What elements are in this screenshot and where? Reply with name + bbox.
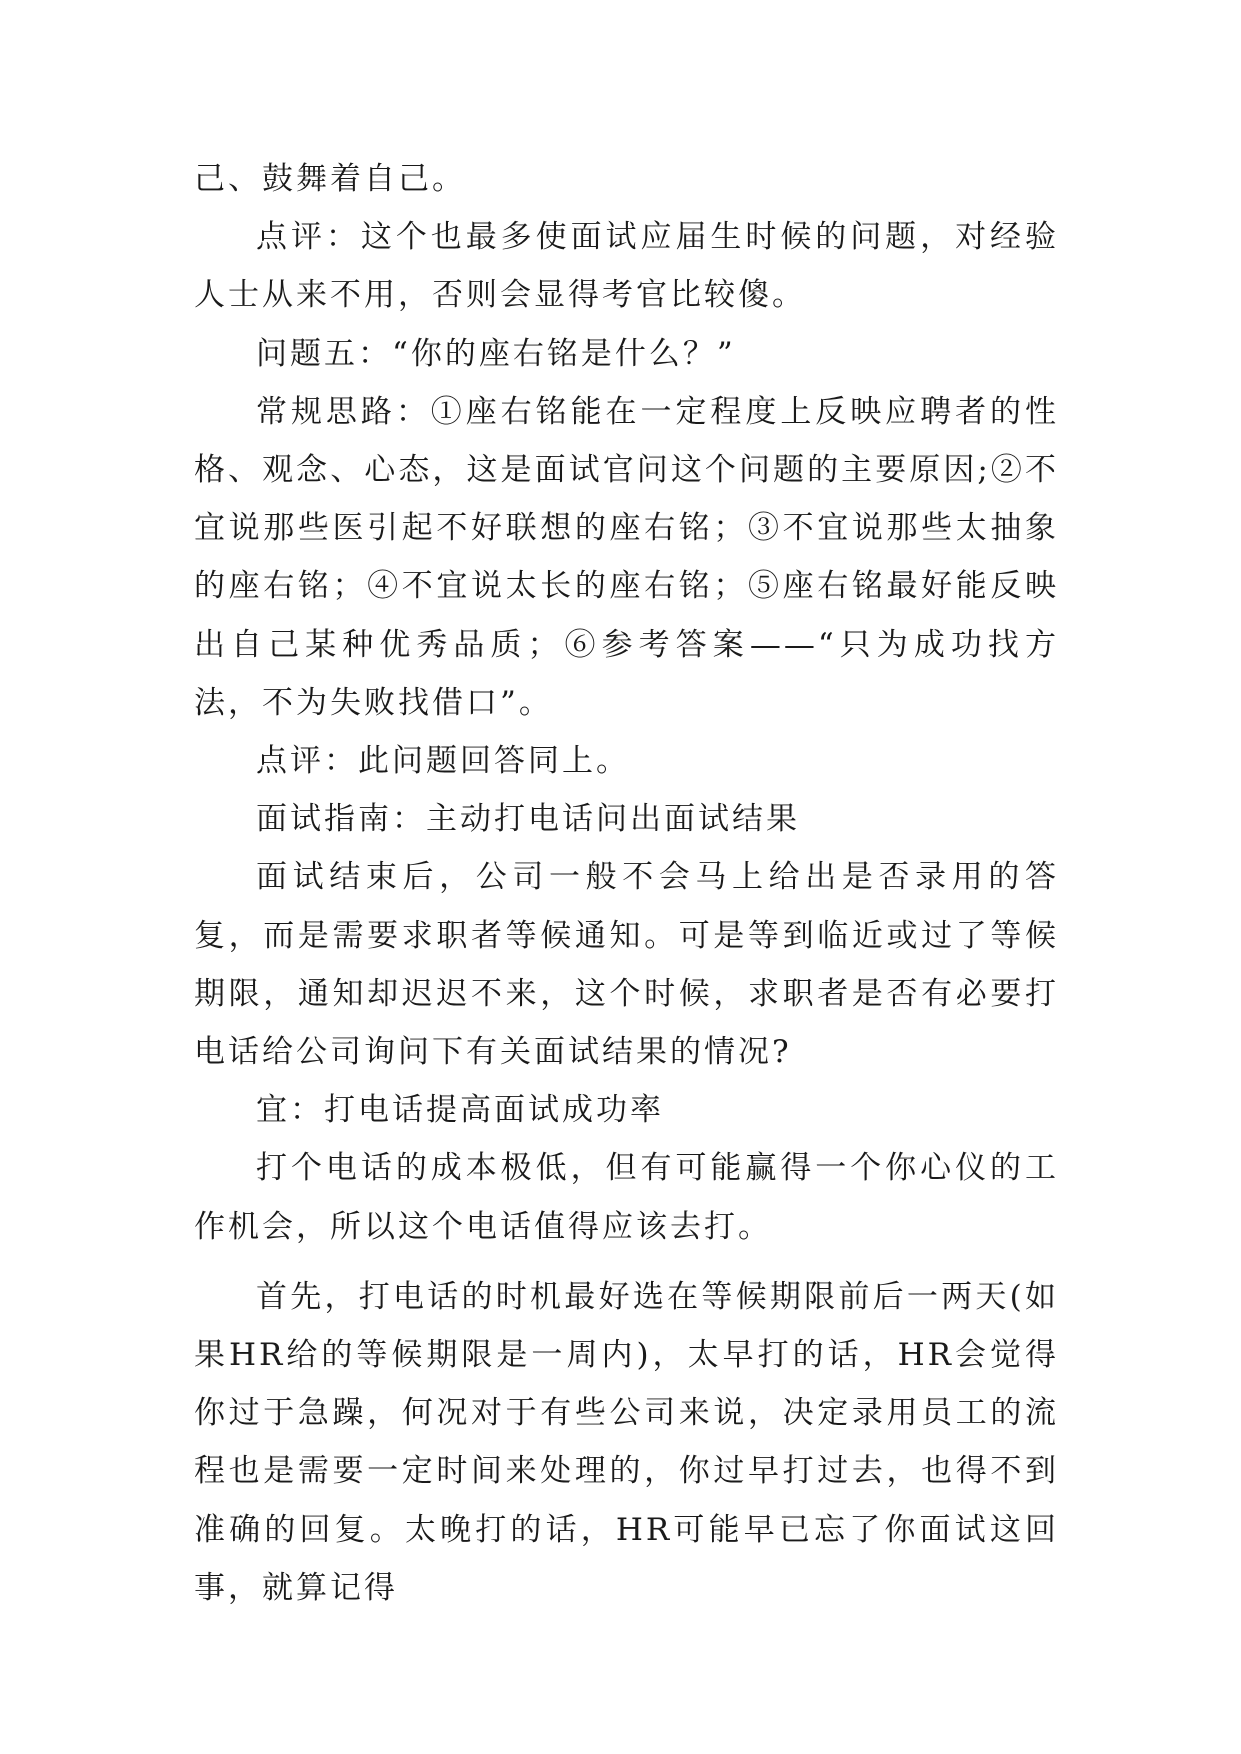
paragraph-call-cost: 打个电话的成本极低，但有可能赢得一个你心仪的工作机会，所以这个电话值得应该去打。: [194, 1150, 1059, 1245]
paragraph-do-call-heading: 宜：打电话提高面试成功率: [256, 1092, 664, 1129]
document-body: [194, 150, 1059, 1617]
paragraph-comment-1: 点评：这个也最多使面试应届生时候的问题，对经验人士从来不用，否则会显得考官比较傻。: [194, 219, 1059, 314]
paragraph-approach: 常规思路：①座右铭能在一定程度上反映应聘者的性格、观念、心态，这是面试官问这个问题的主要原因;②不宜说那些医引起不好联想的座右铭；③不宜说那些太抽象的座右铭；④不宜说太长的座右铭；⑤座右铭最好能反映出自己某种优秀品质；⑥参考答案——“只为成功找方法，不为失败找借口”。: [194, 393, 1059, 721]
paragraph-comment-2: 点评：此问题回答同上。: [256, 743, 630, 780]
paragraph-continuation: 己、鼓舞着自己。: [194, 161, 466, 197]
paragraph-question-5: 问题五：“你的座右铭是什么？”: [256, 335, 736, 372]
paragraph-call-timing: 首先，打电话的时机最好选在等候期限前后一两天(如果HR给的等候期限是一周内)，太早打的话，HR会觉得你过于急躁，何况对于有些公司来说，决定录用员工的流程也是需要一定时间来处理的，你过早打过去，也得不到准确的回复。太晚打的话，HR可能早已忘了你面试这回事，就算记得: [194, 1278, 1059, 1606]
paragraph-guide-heading: 面试指南：主动打电话问出面试结果: [256, 801, 800, 838]
paragraph-after-interview: 面试结束后，公司一般不会马上给出是否录用的答复，而是需要求职者等候通知。可是等到临近或过了等候期限，通知却迟迟不来，这个时候，求职者是否有必要打电话给公司询问下有关面试结果的情况?: [194, 859, 1059, 1071]
